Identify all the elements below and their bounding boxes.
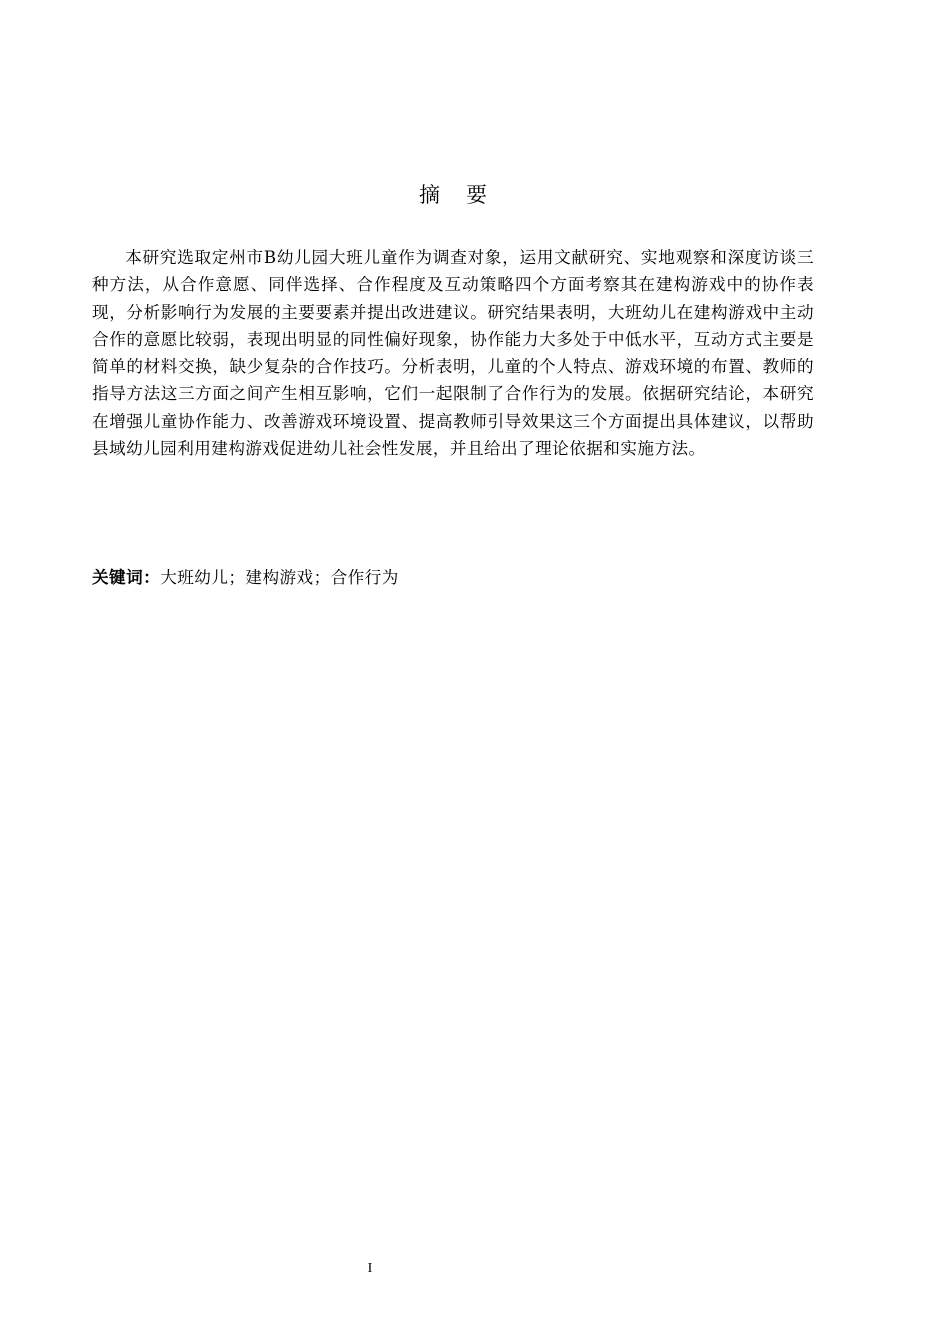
page-number: I bbox=[367, 1261, 373, 1276]
abstract-body: 本研究选取定州市B幼儿园大班儿童作为调查对象，运用文献研究、实地观察和深度访谈三种方法，从合作意愿、同伴选择、合作程度及互动策略四个方面考察其在建构游戏中的协作表现，分析影响行为发展的主要要素并提出改进建议。研究结果表明，大班幼儿在建构游戏中主动合作的意愿比较弱，表现出明显的同性偏好现象，协作能力大多处于中低水平，互动方式主要是简单的材料交换，缺少复杂的合作技巧。分析表明，儿童的个人特点、游戏环境的布置、教师的指导方法这三方面之间产生相互影响，它们一起限制了合作行为的发展。依据研究结论，本研究在增强儿童协作能力、改善游戏环境设置、提高教师引导效果这三个方面提出具体建议，以帮助县域幼儿园利用建构游戏促进幼儿社会性发展，并且给出了理论依据和实施方法。 bbox=[92, 248, 814, 459]
keywords-label: 关键词： bbox=[92, 568, 161, 587]
keywords-text: 大班幼儿；建构游戏；合作行为 bbox=[160, 568, 399, 587]
abstract-title: 摘要 bbox=[419, 183, 513, 207]
keywords-line bbox=[92, 566, 814, 590]
